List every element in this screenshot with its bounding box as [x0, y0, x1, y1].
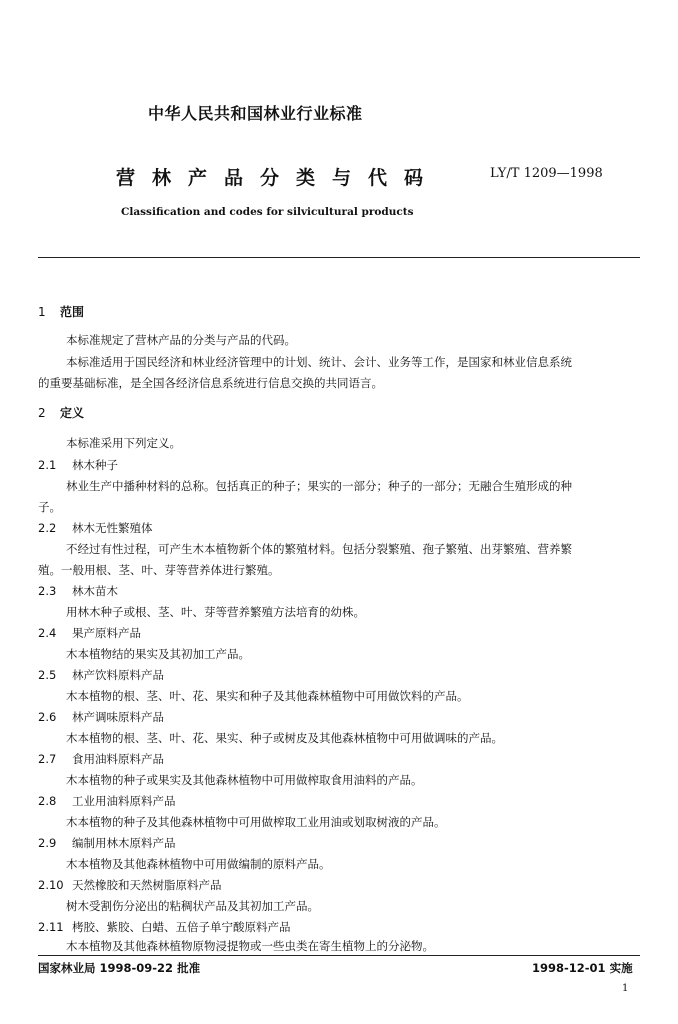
definition-text: 用林木种子或根、茎、叶、芽等营养繁殖方法培育的幼株。: [66, 605, 365, 619]
definition-text: 木本植物的根、茎、叶、花、果实、种子或树皮及其他森林植物中可用做调味的产品。: [66, 731, 503, 745]
definition-number: 2.11: [38, 920, 64, 934]
definition-text: 木本植物结的果实及其初加工产品。: [66, 647, 250, 661]
definition-term-text: 林木苗木: [72, 584, 118, 598]
definition-term: [38, 835, 176, 851]
definition-number: 2.4: [38, 626, 57, 640]
section-heading-definitions: [38, 404, 84, 421]
section-title: 定义: [60, 406, 85, 420]
definition-term-text: 栲胶、紫胶、白蜡、五倍子单宁酸原料产品: [72, 920, 291, 934]
definition-term-text: 工业用油料原料产品: [72, 794, 176, 808]
definition-text: 子。: [38, 500, 61, 514]
definition-term: [38, 667, 164, 683]
paragraph: 本标准规定了营林产品的分类与产品的代码。: [66, 333, 296, 347]
paragraph: 本标准适用于国民经济和林业经济管理中的计划、统计、会计、业务等工作，是国家和林业信息系统: [66, 355, 572, 369]
definition-term-text: 编制用林木原料产品: [72, 836, 176, 850]
definition-number: 2.10: [38, 878, 64, 892]
definition-text: 木本植物及其他森林植物中可用做编制的原料产品。: [66, 857, 331, 871]
definition-text: 林业生产中播种材料的总称。包括真正的种子；果实的一部分；种子的一部分；无融合生殖形成的种: [66, 479, 572, 493]
section-number: 2: [38, 406, 46, 420]
effective-date: 1998-12-01 实施: [532, 961, 633, 975]
standard-code: LY/T 1209—1998: [490, 166, 603, 181]
definition-number: 2.8: [38, 794, 57, 808]
definition-term: [38, 520, 153, 536]
definition-term: [38, 625, 141, 641]
definition-term: [38, 709, 164, 725]
definition-term: [38, 457, 118, 473]
definition-term: [38, 919, 291, 935]
section-number: 1: [38, 305, 46, 319]
definition-term-text: 果产原料产品: [72, 626, 141, 640]
footer-divider: [38, 955, 640, 956]
definition-term-text: 天然橡胶和天然树脂原料产品: [72, 878, 222, 892]
definition-text: 殖。一般用根、茎、叶、芽等营养体进行繁殖。: [38, 563, 280, 577]
definition-text: 树木受割伤分泌出的粘稠状产品及其初加工产品。: [66, 899, 319, 913]
english-title: Classification and codes for silvicultural products: [121, 206, 414, 218]
definition-term-text: 林产饮料原料产品: [72, 668, 164, 682]
definition-number: 2.6: [38, 710, 57, 724]
page-number: 1: [622, 983, 629, 994]
definition-number: 2.9: [38, 836, 57, 850]
header-divider: [38, 257, 640, 258]
definition-text: 不经过有性过程，可产生木本植物新个体的繁殖材料。包括分裂繁殖、孢子繁殖、出芽繁殖、营养繁: [66, 542, 572, 556]
definition-term-text: 林产调味原料产品: [72, 710, 164, 724]
section-heading-scope: [38, 303, 84, 320]
definition-term-text: 林木无性繁殖体: [72, 521, 153, 535]
section-title: 范围: [60, 305, 85, 319]
definition-term: [38, 877, 222, 893]
definition-number: 2.3: [38, 584, 57, 598]
definition-text: 木本植物的种子或果实及其他森林植物中可用做榨取食用油料的产品。: [66, 773, 423, 787]
paragraph-continuation: 的重要基础标准，是全国各经济信息系统进行信息交换的共同语言。: [38, 376, 383, 390]
paragraph: 本标准采用下列定义。: [66, 436, 181, 450]
approval-date: 国家林业局 1998-09-22 批准: [38, 961, 201, 975]
definition-text: 木本植物的根、茎、叶、花、果实和种子及其他森林植物中可用做饮料的产品。: [66, 689, 469, 703]
definition-number: 2.2: [38, 521, 57, 535]
definition-term-text: 林木种子: [72, 458, 118, 472]
definition-number: 2.1: [38, 458, 57, 472]
definition-term: [38, 793, 176, 809]
definition-number: 2.5: [38, 668, 57, 682]
definition-term-text: 食用油料原料产品: [72, 752, 164, 766]
definition-text: 木本植物的种子及其他森林植物中可用做榨取工业用油或划取树液的产品。: [66, 815, 446, 829]
organization-heading: 中华人民共和国林业行业标准: [148, 104, 363, 123]
definition-term: [38, 751, 164, 767]
document-title: 营林产品分类与代码: [116, 167, 441, 189]
definition-term: [38, 583, 118, 599]
definition-number: 2.7: [38, 752, 57, 766]
definition-text: 木本植物及其他森林植物原物浸提物或一些虫类在寄生植物上的分泌物。: [66, 939, 434, 953]
